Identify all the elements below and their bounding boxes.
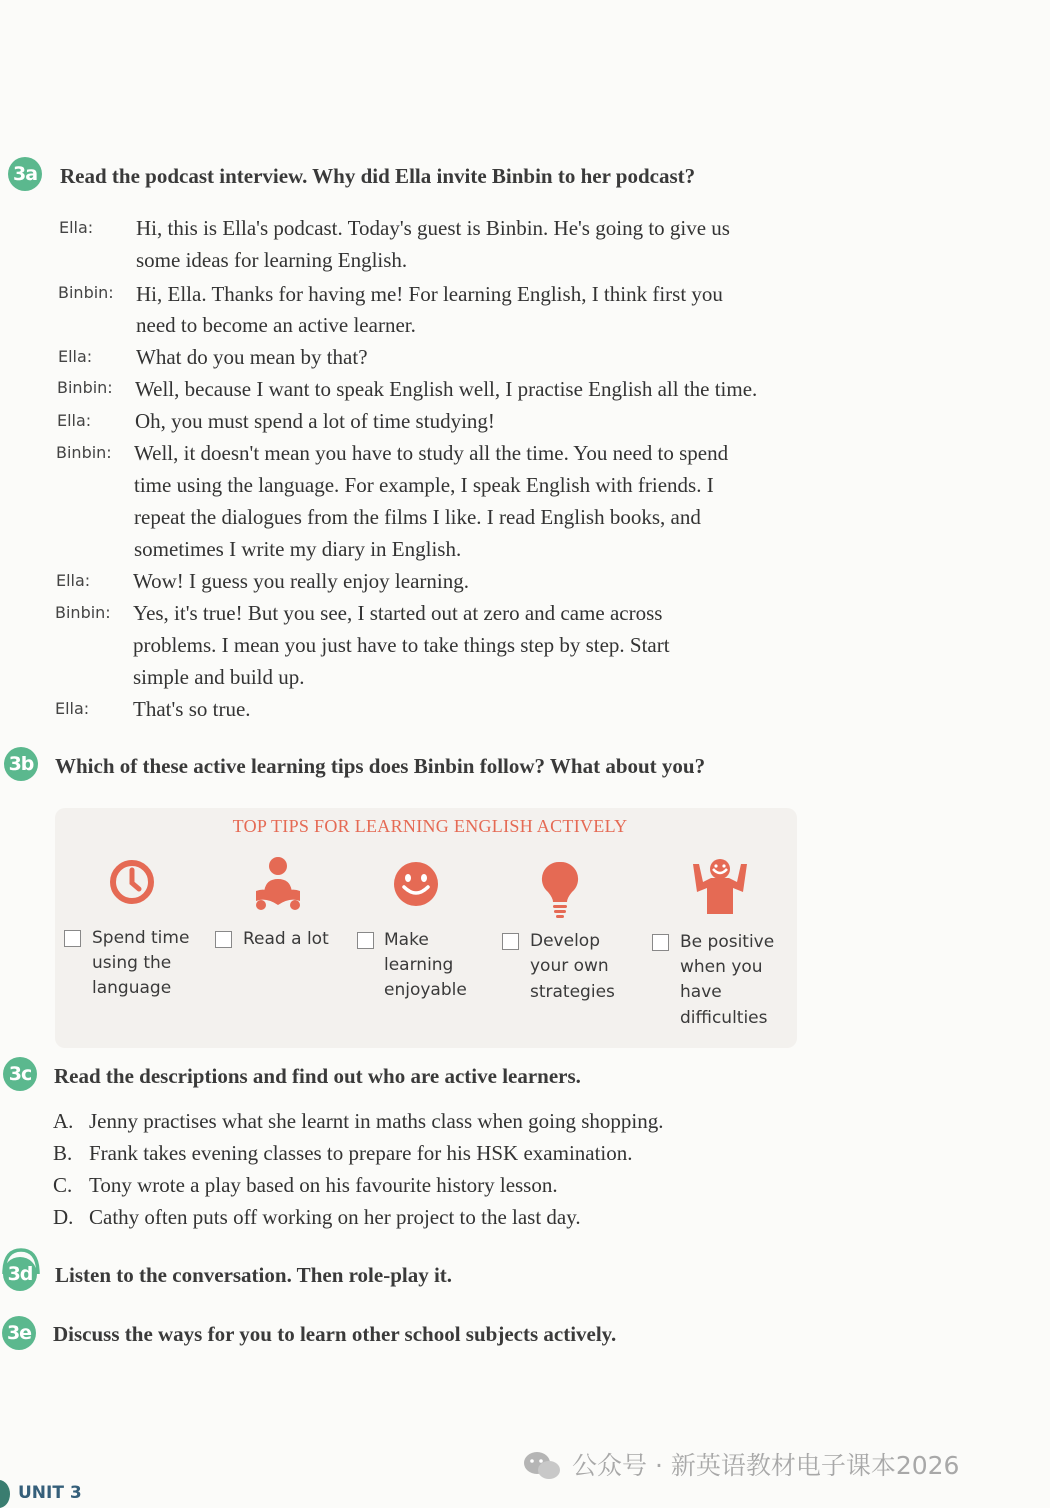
smiley-icon xyxy=(393,861,439,907)
activity-badge-3a: 3a xyxy=(8,157,42,191)
watermark-text: 公众号 · 新英语教材电子课本2026 xyxy=(572,1451,960,1480)
option-letter: A. xyxy=(53,1109,74,1133)
dialogue-line: Oh, you must spend a lot of time studying! xyxy=(135,409,495,433)
tip-label: Make xyxy=(384,930,429,950)
cheering-person-icon xyxy=(689,856,751,914)
activity-badge-3e: 3e xyxy=(2,1316,36,1350)
option-a xyxy=(53,1109,663,1134)
option-text: Frank takes evening classes to prepare for his HSK examination. xyxy=(89,1141,633,1165)
tip-checkbox-develop-strategies[interactable] xyxy=(502,933,519,950)
dialogue-line: What do you mean by that? xyxy=(136,345,368,369)
tip-label: difficulties xyxy=(680,1008,768,1028)
speaker-ella: Ella: xyxy=(59,218,94,237)
speaker-ella: Ella: xyxy=(58,347,93,366)
option-c xyxy=(53,1173,558,1198)
lightbulb-icon xyxy=(540,860,580,918)
reading-person-icon xyxy=(252,855,304,913)
dialogue-line: problems. I mean you just have to take things step by step. Start xyxy=(133,633,670,657)
tip-checkbox-read-a-lot[interactable] xyxy=(215,931,232,948)
option-letter: B. xyxy=(53,1141,73,1165)
activity-badge-3b: 3b xyxy=(4,747,38,781)
footer-tab xyxy=(0,1480,10,1508)
dialogue-line: Wow! I guess you really enjoy learning. xyxy=(133,569,469,593)
option-text: Cathy often puts off working on her project to the last day. xyxy=(89,1205,581,1229)
speaker-ella: Ella: xyxy=(56,571,91,590)
option-d xyxy=(53,1205,581,1230)
speaker-binbin: Binbin: xyxy=(58,283,114,302)
tip-label: language xyxy=(92,978,172,998)
wechat-icon xyxy=(522,1450,562,1482)
tip-label: Be positive xyxy=(680,932,775,952)
instruction-3c: Read the descriptions and find out who are active learners. xyxy=(54,1064,581,1088)
clock-icon xyxy=(108,858,156,906)
dialogue-line: sometimes I write my diary in English. xyxy=(134,537,462,561)
dialogue-line: Well, because I want to speak English well, I practise English all the time. xyxy=(135,377,758,401)
option-text: Tony wrote a play based on his favourite history lesson. xyxy=(89,1173,558,1197)
speaker-ella: Ella: xyxy=(55,699,90,718)
dialogue-line: some ideas for learning English. xyxy=(136,248,408,272)
tip-label: using the xyxy=(92,953,172,973)
option-b xyxy=(53,1141,633,1166)
speaker-binbin: Binbin: xyxy=(56,443,112,462)
option-letter: C. xyxy=(53,1173,73,1197)
option-text: Jenny practises what she learnt in maths class when going shopping. xyxy=(89,1109,664,1133)
instruction-3d: Listen to the conversation. Then role-play it. xyxy=(55,1263,453,1287)
tip-label: strategies xyxy=(530,982,615,1002)
tips-title: TOP TIPS FOR LEARNING ENGLISH ACTIVELY xyxy=(232,816,628,836)
activity-badge-3c: 3c xyxy=(3,1057,37,1091)
tip-label: have xyxy=(680,982,722,1002)
tip-label: your own xyxy=(530,956,609,976)
activity-badge-3d: 3d xyxy=(3,1257,37,1291)
speaker-binbin: Binbin: xyxy=(55,603,111,622)
dialogue-line: Yes, it's true! But you see, I started out at zero and came across xyxy=(133,601,663,625)
option-letter: D. xyxy=(53,1205,74,1229)
tip-checkbox-make-learning-enjoyable[interactable] xyxy=(357,932,374,949)
tip-checkbox-be-positive[interactable] xyxy=(652,934,669,951)
dialogue-line: Hi, Ella. Thanks for having me! For learning English, I think first you xyxy=(136,282,723,306)
dialogue-line: That's so true. xyxy=(133,697,251,721)
dialogue-line: Hi, this is Ella's podcast. Today's guest is Binbin. He's going to give us xyxy=(136,216,730,240)
dialogue-line: repeat the dialogues from the films I like. I read English books, and xyxy=(134,505,701,529)
tip-label: Develop xyxy=(530,931,600,951)
speaker-binbin: Binbin: xyxy=(57,378,113,397)
instruction-3e: Discuss the ways for you to learn other school subjects actively. xyxy=(53,1322,617,1346)
dialogue-line: Well, it doesn't mean you have to study all the time. You need to spend xyxy=(134,441,729,465)
instruction-3b: Which of these active learning tips does Binbin follow? What about you? xyxy=(55,754,706,778)
unit-label: UNIT 3 xyxy=(18,1483,82,1503)
tip-checkbox-spend-time[interactable] xyxy=(64,930,81,947)
dialogue-line: need to become an active learner. xyxy=(136,313,416,337)
dialogue-line: time using the language. For example, I speak English with friends. I xyxy=(134,473,714,497)
tip-label: when you xyxy=(680,957,763,977)
dialogue-line: simple and build up. xyxy=(133,665,305,689)
tip-label: Spend time xyxy=(92,928,190,948)
tip-label: Read a lot xyxy=(243,929,329,949)
tip-label: learning xyxy=(384,955,454,975)
speaker-ella: Ella: xyxy=(57,411,92,430)
instruction-3a: Read the podcast interview. Why did Ella invite Binbin to her podcast? xyxy=(60,164,696,188)
tip-label: enjoyable xyxy=(384,980,467,1000)
